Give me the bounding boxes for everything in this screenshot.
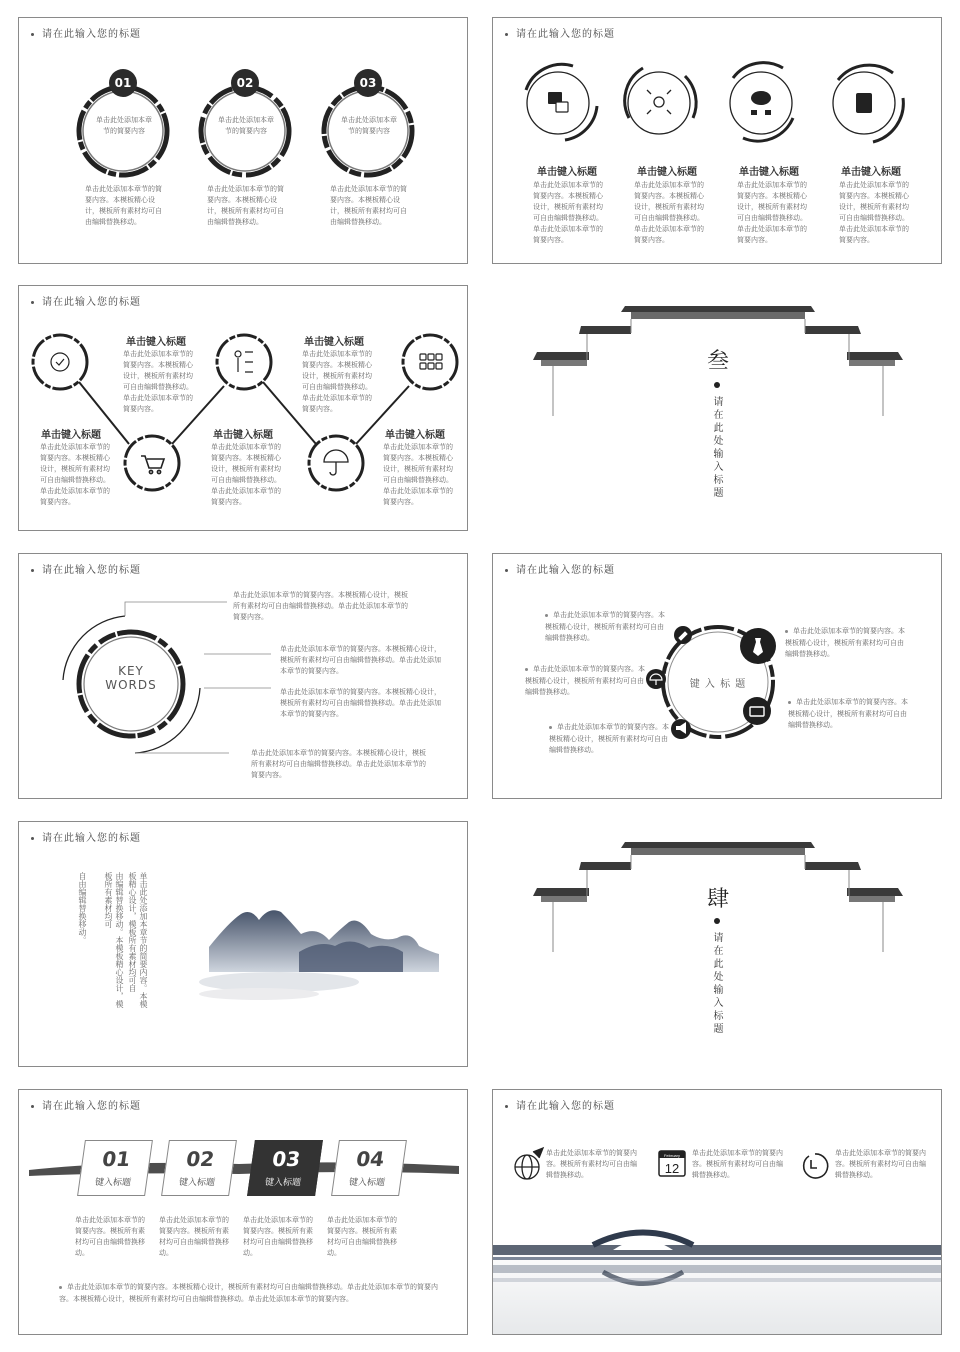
- slide-title: 请在此输入您的标题: [31, 829, 141, 844]
- section-numeral: 叁: [707, 349, 730, 374]
- slide-title: 请在此输入您的标题: [505, 561, 615, 576]
- step-num-02: 02: [184, 1147, 216, 1171]
- keywords-center: KEY WORDS: [105, 664, 157, 692]
- step-desc-02: 单击此处添加本章节的简要内容。模板所有素材均可自由编辑替换移动。: [159, 1216, 229, 1257]
- check-icon: [51, 353, 69, 371]
- ring-para-5: 单击此处添加本章节的简要内容。本模板精心设计，模板所有素材均可自由编辑替换移动。: [549, 723, 669, 754]
- slide-7: [18, 821, 468, 1067]
- flow-label-2: 单击键入标题: [304, 337, 364, 348]
- flow-desc-5: 单击此处添加本章节的简要内容。本模板精心设计，模板所有素材均可自由编辑替换移动。单击此处添加本章节的简要内容。: [383, 443, 453, 506]
- slide-8: [492, 821, 942, 1067]
- step-label-01: 键入标题: [94, 1178, 132, 1188]
- grid-icon: [420, 354, 442, 369]
- step-box-04: [331, 1140, 407, 1196]
- hierarchy-icon: [235, 351, 253, 372]
- vertical-text-col-1: 单击此处添加本章节的简要内容。本模板精心设计，模板所有素材均可自: [128, 872, 148, 1008]
- step-num-03: 03: [270, 1147, 302, 1171]
- ring-para-4: 单击此处添加本章节的简要内容。本模板精心设计，模板所有素材均可自由编辑替换移动。: [788, 698, 908, 729]
- item-label-2: 单击键入标题: [637, 167, 697, 178]
- step-label-02: 键入标题: [178, 1178, 216, 1188]
- info-desc-1: 单击此处添加本章节的简要内容。模板所有素材均可自由编辑替换移动。: [546, 1149, 637, 1179]
- slide-title: 请在此输入您的标题: [31, 293, 141, 308]
- step-desc-03: 单击此处添加本章节的简要内容。模板所有素材均可自由编辑替换移动。: [243, 1216, 313, 1257]
- item-desc-4: 单击此处添加本章节的简要内容。本模板精心设计，模板所有素材均可自由编辑替换移动。单击此处添加本章节的简要内容。: [839, 181, 909, 244]
- step-box-02: [161, 1140, 237, 1196]
- step-box-03: [247, 1140, 323, 1196]
- item-label-3: 单击键入标题: [739, 167, 799, 178]
- keyword-para-2: 单击此处添加本章节的简要内容。本模板精心设计，模板所有素材均可自由编辑替换移动。单击此处添加本章节的简要内容。: [280, 645, 441, 675]
- flow-label-4: 单击键入标题: [213, 430, 273, 441]
- step-label-04: 键入标题: [348, 1178, 386, 1188]
- slide-9: [18, 1089, 468, 1335]
- ring-para-3: 单击此处添加本章节的简要内容。本模板精心设计，模板所有素材均可自由编辑替换移动。: [525, 665, 645, 696]
- slide-title: 请在此输入您的标题: [31, 1097, 141, 1112]
- section-numeral: 肆: [707, 887, 730, 912]
- circle-text-1: 单击此处添加本章节的简要内容: [96, 116, 152, 135]
- slide-title: 请在此输入您的标题: [505, 25, 615, 40]
- network-user-icon: [647, 90, 671, 114]
- badge-01: 01: [109, 69, 137, 97]
- slide-title: 请在此输入您的标题: [31, 25, 141, 40]
- flow-desc-1: 单击此处添加本章节的简要内容。本模板精心设计，模板所有素材均可自由编辑替换移动。单击此处添加本章节的简要内容。: [123, 350, 193, 413]
- slide-title: 请在此输入您的标题: [31, 561, 141, 576]
- circle-text-3: 单击此处添加本章节的简要内容: [341, 116, 397, 135]
- slide-10: [492, 1089, 942, 1335]
- flow-label-5: 单击键入标题: [385, 430, 445, 441]
- keyword-para-1: 单击此处添加本章节的简要内容。本模板精心设计，模板所有素材均可自由编辑替换移动。单击此处添加本章节的简要内容。: [233, 591, 408, 621]
- flow-desc-3: 单击此处添加本章节的简要内容。本模板精心设计，模板所有素材均可自由编辑替换移动。单击此处添加本章节的简要内容。: [40, 443, 110, 506]
- svg-text:12: 12: [664, 1161, 680, 1176]
- slide-5: [18, 553, 468, 799]
- slide-3: [18, 285, 468, 531]
- step-label-03: 键入标题: [264, 1178, 302, 1188]
- ring-para-1: 单击此处添加本章节的简要内容。本模板精心设计，模板所有素材均可自由编辑替换移动。: [545, 611, 665, 642]
- svg-text:February: February: [663, 1153, 681, 1158]
- cart-icon: [141, 456, 164, 474]
- flow-label-3: 单击键入标题: [41, 430, 101, 441]
- desc-1: 单击此处添加本章节的简要内容。本模板精心设计，模板所有素材均可自由编辑替换移动。: [85, 185, 162, 226]
- footer-para: 单击此处添加本章节的简要内容。本模板精心设计，模板所有素材均可自由编辑替换移动。单击此处添加本章节的简要内容。本模板精心设计，模板所有素材均可自由编辑替换移动。单击此处添加本章节的简要内容。: [59, 1283, 438, 1303]
- step-num-04: 04: [354, 1147, 386, 1171]
- step-num-01: 01: [100, 1147, 132, 1171]
- item-label-4: 单击键入标题: [841, 167, 901, 178]
- badge-02: 02: [231, 69, 259, 97]
- item-desc-3: 单击此处添加本章节的简要内容。本模板精心设计，模板所有素材均可自由编辑替换移动。单击此处添加本章节的简要内容。: [737, 181, 807, 244]
- item-desc-1: 单击此处添加本章节的简要内容。本模板精心设计，模板所有素材均可自由编辑替换移动。单击此处添加本章节的简要内容。: [533, 181, 603, 244]
- step-desc-04: 单击此处添加本章节的简要内容。模板所有素材均可自由编辑替换移动。: [327, 1216, 397, 1257]
- section-title: 请在此处输入标题: [711, 932, 722, 1036]
- step-desc-01: 单击此处添加本章节的简要内容。模板所有素材均可自由编辑替换移动。: [75, 1216, 145, 1257]
- vertical-text-col-3: 自由编辑替换移动。: [78, 872, 87, 944]
- slide-1: [18, 17, 468, 264]
- step-box-01: [77, 1140, 153, 1196]
- keyword-para-4: 单击此处添加本章节的简要内容。本模板精心设计，模板所有素材均可自由编辑替换移动。单击此处添加本章节的简要内容。: [251, 749, 426, 779]
- numeral-dot: [714, 918, 720, 924]
- chat-icon: [548, 92, 568, 112]
- item-label-1: 单击键入标题: [537, 167, 597, 178]
- circle-text-2: 单击此处添加本章节的简要内容: [218, 116, 274, 135]
- desc-2: 单击此处添加本章节的简要内容。本模板精心设计，模板所有素材均可自由编辑替换移动。: [207, 185, 284, 226]
- cloud-network-icon: [751, 91, 771, 115]
- mountain-illustration: [19, 822, 468, 1067]
- numeral-dot: [714, 382, 720, 388]
- badge-03: 03: [354, 69, 382, 97]
- phonebook-icon: [856, 93, 872, 113]
- flow-label-1: 单击键入标题: [126, 337, 186, 348]
- slide-title: 请在此输入您的标题: [505, 1097, 615, 1112]
- flow-desc-4: 单击此处添加本章节的简要内容。本模板精心设计，模板所有素材均可自由编辑替换移动。单击此处添加本章节的简要内容。: [211, 443, 281, 506]
- flow-desc-2: 单击此处添加本章节的简要内容。本模板精心设计，模板所有素材均可自由编辑替换移动。单击此处添加本章节的简要内容。: [302, 350, 372, 413]
- keyword-para-3: 单击此处添加本章节的简要内容。本模板精心设计，模板所有素材均可自由编辑替换移动。单击此处添加本章节的简要内容。: [280, 688, 441, 718]
- info-desc-2: 单击此处添加本章节的简要内容。模板所有素材均可自由编辑替换移动。: [692, 1149, 783, 1179]
- section-title: 请在此处输入标题: [711, 396, 722, 500]
- slide-2: [492, 17, 942, 264]
- slide-4: [492, 285, 942, 531]
- vertical-text-col-2: 由编辑替换移动。本模板精心设计，模板所有素材均可: [104, 872, 124, 1008]
- slide-6: [492, 553, 942, 799]
- ring-center: 键 入 标 题: [689, 679, 747, 690]
- ring-para-2: 单击此处添加本章节的简要内容。本模板精心设计，模板所有素材均可自由编辑替换移动。: [785, 627, 905, 658]
- desc-3: 单击此处添加本章节的简要内容。本模板精心设计，模板所有素材均可自由编辑替换移动。: [330, 185, 407, 226]
- bridge-illustration: [493, 1090, 942, 1335]
- umbrella-icon: [324, 450, 348, 475]
- info-desc-3: 单击此处添加本章节的简要内容。模板所有素材均可自由编辑替换移动。: [835, 1149, 926, 1179]
- item-desc-2: 单击此处添加本章节的简要内容。本模板精心设计，模板所有素材均可自由编辑替换移动。单击此处添加本章节的简要内容。: [634, 181, 704, 244]
